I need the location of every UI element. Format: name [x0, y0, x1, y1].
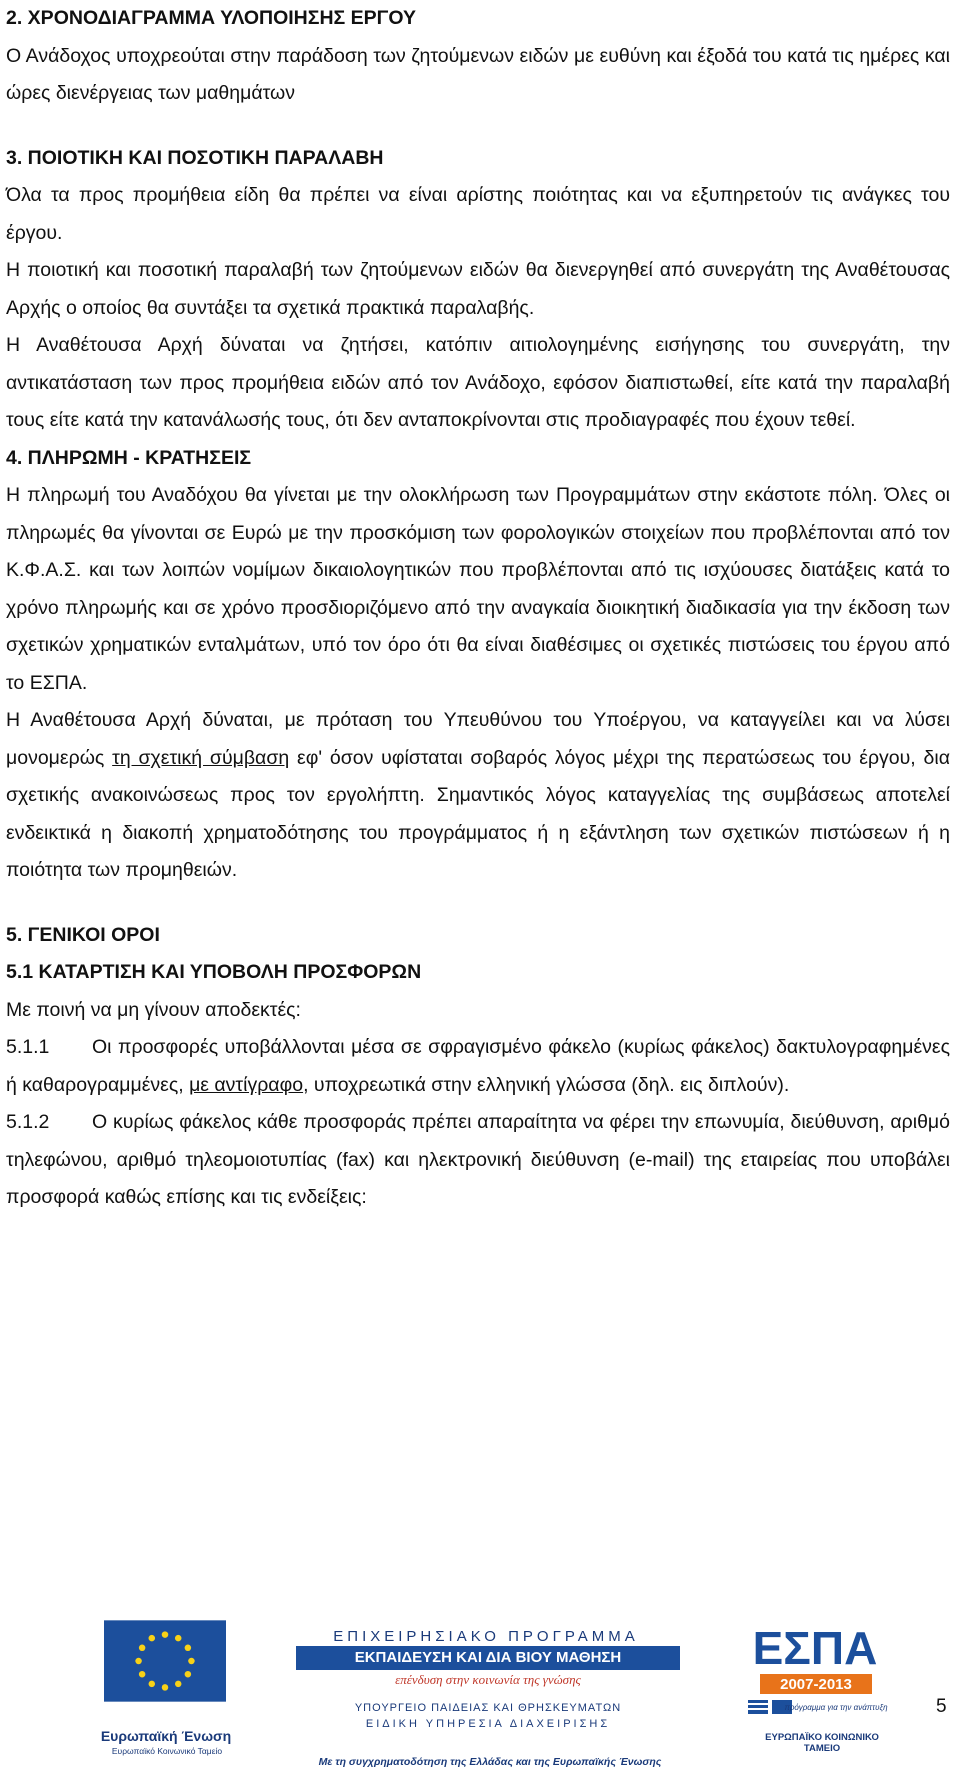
subsection-heading: 5.1 ΚΑΤΑΡΤΙΣΗ ΚΑΙ ΥΠΟΒΟΛΗ ΠΡΟΣΦΟΡΩΝ	[6, 961, 422, 983]
numbered-item	[6, 1104, 950, 1217]
item-number: 5.1.1	[6, 1036, 50, 1058]
paragraph	[6, 702, 950, 890]
espa-years: 2007-2013	[780, 1676, 852, 1693]
eu-flag-icon	[104, 1620, 226, 1702]
program-slogan: επένδυση στην κοινωνία της γνώσης	[395, 1672, 581, 1687]
paragraph: Η πληρωμή του Αναδόχου θα γίνεται με την ολοκλήρωση των Προγραμμάτων στην εκάστοτε πόλη. Όλες οι πληρωμές θα γίνονται σε Ευρώ με την προσκόμιση των φορολογικών στοιχείων που προβλέπονται από τον Κ.Φ.Α.Σ. και των λοιπών νομίμων δικαιολογητικών που προβλέπονται από τις ισχύουσες διατάξεις κατά το χρόνο πληρωμής και σε χρόνο προσδιοριζόμενο από την αναγκαία διοικητική διαδικασία για την έκδοση των σχετικών χρηματικών ενταλμάτων, υπό τον όρο ότι θα είναι διαθέσιμες οι σχετικές πιστώσεις του έργου από το ΕΣΠΑ.	[6, 484, 950, 694]
program-name: ΕΚΠΑΙΔΕΥΣΗ ΚΑΙ ΔΙΑ ΒΙΟΥ ΜΑΘΗΣΗ	[354, 1649, 622, 1666]
underlined-text: με αντίγραφο	[189, 1073, 304, 1096]
text-run: , υποχρεωτικά στην ελληνική γλώσσα (δηλ. εις διπλούν).	[303, 1073, 790, 1096]
paragraph: Με ποινή να μη γίνουν αποδεκτές:	[6, 998, 301, 1021]
paragraph: Η ποιοτική και ποσοτική παραλαβή των ζητούμενων ειδών θα διενεργηθεί από συνεργάτη της Αναθέτουσας Αρχής ο οποίος θα συντάξει τα σχετικά πρακτικά παραλαβής.	[6, 259, 950, 319]
espa-tagline: πρόγραμμα για την ανάπτυξη	[784, 1703, 888, 1712]
text-run: Ο κυρίως φάκελος κάθε προσφοράς πρέπει απαραίτητα να φέρει την επωνυμία, διεύθυνση, αριθμό τηλεφώνου, αριθμό τηλεομοιοτυπίας (fax) και ηλεκτρονική διεύθυνση (e-mail) της εταιρείας που υποβάλει προσφορά καθώς επίσης και τις ενδείξεις:	[6, 1111, 950, 1208]
footer-logos	[0, 1610, 960, 1774]
section-heading: 2. ΧΡΟΝΟΔΙΑΓΡΑΜΜΑ ΥΛΟΠΟΙΗΣΗΣ ΕΡΓΟΥ	[6, 7, 417, 29]
paragraph: Η Αναθέτουσα Αρχή δύναται να ζητήσει, κατόπιν αιτιολογημένης εισήγησης του συνεργάτη, την αντικατάσταση των προς προμήθεια ειδών από τον Ανάδοχο, εφόσον διαπιστωθεί, είτε κατά την παραλαβή τους είτε κατά την κατανάλωσής τους, ότι δεν ανταποκρίνονται στις προδιαγραφές που έχουν τεθεί.	[6, 334, 950, 431]
espa-name: ΕΣΠΑ	[752, 1622, 878, 1674]
section-heading: 4. ΠΛΗΡΩΜΗ - ΚΡΑΤΗΣΕΙΣ	[6, 446, 252, 469]
section-heading: 5. ΓΕΝΙΚΟΙ ΟΡΟΙ	[6, 923, 160, 946]
section-heading: 3. ΠΟΙΟΤΙΚΗ ΚΑΙ ΠΟΣΟΤΙΚΗ ΠΑΡΑΛΑΒΗ	[6, 146, 384, 169]
ministry-name: ΥΠΟΥΡΓΕΙΟ ΠΑΙΔΕΙΑΣ ΚΑΙ ΘΡΗΣΚΕΥΜΑΤΩΝ	[354, 1702, 622, 1714]
espa-fund-name: ΕΥΡΩΠΑΪΚΟ ΚΟΙΝΩΝΙΚΟ ΤΑΜΕΙΟ	[765, 1732, 879, 1754]
paragraph: Ο Ανάδοχος υποχρεούται στην παράδοση των ζητούμενων ειδών με ευθύνη και έξοδά του κατά τις ημέρες και ώρες διενέργειας των μαθημάτων	[6, 44, 950, 104]
eu-subtitle: Ευρωπαϊκό Κοινωνικό Ταμείο	[111, 1746, 223, 1756]
document-body	[6, 0, 950, 1217]
text-run: Η Αναθέτουσα Αρχή δύναται, με πρόταση του Υπευθύνου του Υποέργου, να καταγγείλει και να λύσει μονομερώς	[6, 709, 950, 769]
item-number: 5.1.2	[6, 1111, 50, 1133]
paragraph: Όλα τα προς προμήθεια είδη θα πρέπει να είναι αρίστης ποιότητας και να εξυπηρετούν τις ανάγκες του έργου.	[6, 184, 950, 244]
managing-authority: ΕΙΔΙΚΗ ΥΠΗΡΕΣΙΑ ΔΙΑΧΕΙΡΙΣΗΣ	[365, 1718, 611, 1730]
page-number: 5	[936, 1696, 947, 1717]
text-run: Οι προσφορές υποβάλλονται μέσα σε σφραγισμένο φάκελο (κυρίως φάκελος) δακτυλογραφημένες ή καθαρογραμμένες,	[6, 1036, 950, 1096]
espa-logo-icon	[740, 1618, 890, 1728]
text-run: εφ' όσον υφίσταται σοβαρός λόγος μέχρι της περατώσεως του έργου, δια σχετικής ανακοινώσεως προς τον εργολήπτη. Σημαντικός λόγος καταγγελίας της συμβάσεως αποτελεί ενδεικτικά η διακοπή χρηματοδότησης του προγράμματος ή η εξάντληση των σχετικών πιστώσεων ή η ποιότητα των προμηθειών.	[6, 746, 950, 881]
numbered-item	[6, 1029, 950, 1104]
cofunding-note: Με τη συγχρηματοδότηση της Ελλάδας και της Ευρωπαϊκής Ένωσης	[318, 1756, 662, 1768]
program-title: ΕΠΙΧΕΙΡΗΣΙΑΚΟ ΠΡΟΓΡΑΜΜΑ	[333, 1628, 639, 1645]
underlined-text: τη σχετική σύμβαση	[112, 746, 290, 769]
eu-title: Ευρωπαϊκή Ένωση	[100, 1728, 232, 1744]
